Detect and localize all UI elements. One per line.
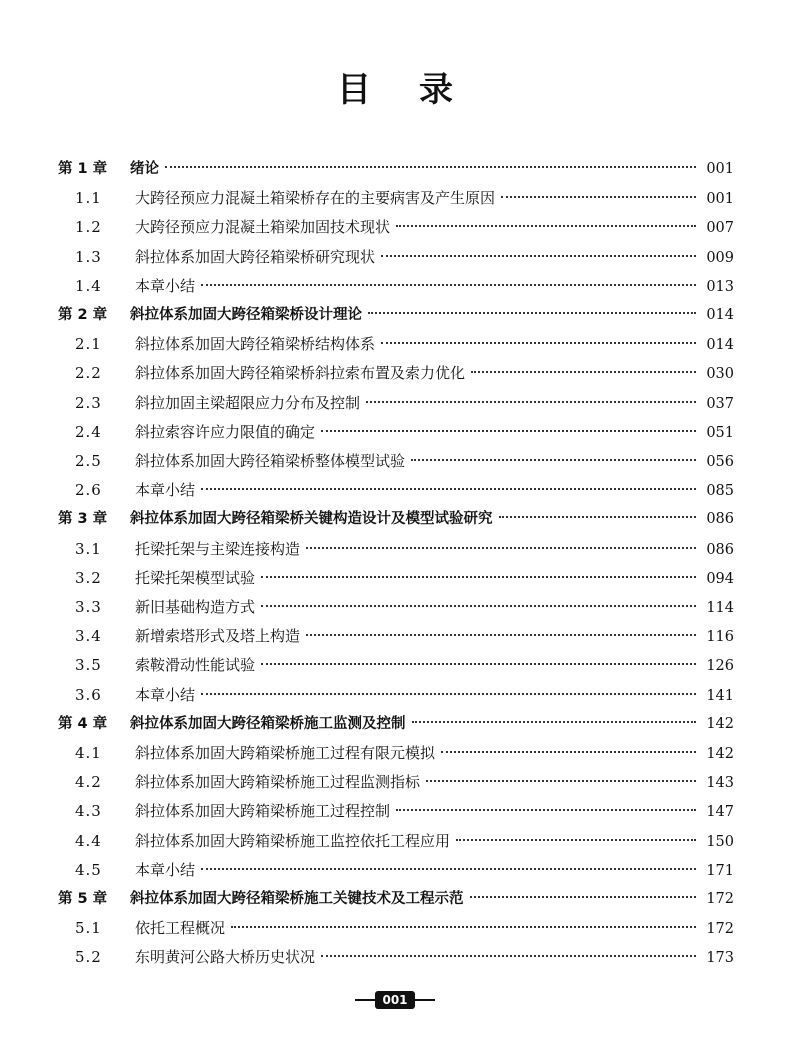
toc-chapter-row[interactable] [58, 886, 734, 912]
toc-dot-leader [261, 576, 696, 578]
toc-entry-title: 斜拉体系加固大跨径箱梁桥整体模型试验 [135, 452, 406, 470]
toc-dot-leader [381, 342, 696, 344]
toc-entry-title: 大跨径预应力混凝土箱梁桥存在的主要病害及产生原因 [135, 189, 496, 208]
toc-entry-number: 3.1 [75, 539, 102, 558]
toc-entry-title: 斜拉索容许应力限值的确定 [135, 422, 316, 441]
toc-chapter-row[interactable] [58, 506, 734, 532]
toc-dot-leader [396, 809, 696, 811]
toc-section-row[interactable] [58, 273, 734, 299]
toc-entry-page: 037 [706, 395, 734, 412]
toc-section-row[interactable] [58, 448, 734, 474]
toc-entry-number: 2.3 [75, 393, 102, 412]
toc-entry-number: 1.3 [75, 247, 102, 266]
toc-section-row[interactable] [58, 857, 734, 883]
toc-dot-leader [201, 868, 696, 870]
toc-dot-leader [411, 459, 696, 461]
footer-page-number: 001 [375, 991, 414, 1009]
toc-entry-number: 3.2 [75, 568, 102, 587]
toc-entry-page: 086 [706, 541, 734, 558]
toc-section-row[interactable] [58, 682, 734, 708]
toc-entry-number: 2.6 [75, 481, 102, 500]
toc-chapter-row[interactable] [58, 156, 734, 182]
toc-entry-number: 1.2 [75, 218, 102, 237]
toc-entry-page: 173 [706, 950, 734, 967]
toc-section-row[interactable] [58, 419, 734, 445]
toc-dot-leader [231, 926, 696, 928]
toc-entry-title: 本章小结 [135, 685, 196, 704]
toc-entry-page: 150 [706, 833, 734, 850]
toc-dot-leader [321, 430, 696, 432]
toc-dot-leader [456, 839, 696, 841]
toc-entry-number: 3.6 [75, 685, 102, 704]
toc-entry-number: 3.4 [75, 627, 102, 646]
toc-entry-title: 本章小结 [135, 860, 196, 879]
toc-entry-title: 本章小结 [135, 481, 196, 500]
toc-entry-page: 013 [706, 278, 734, 295]
toc-entry-number: 2.2 [75, 364, 102, 383]
toc-entry-page: 143 [706, 775, 734, 792]
toc-entry-page: 085 [706, 483, 734, 500]
toc-entry-title: 斜拉体系加固大跨径箱梁桥研究现状 [135, 247, 376, 266]
toc-section-row[interactable] [58, 944, 734, 970]
toc-entry-number: 第 2 章 [58, 307, 108, 323]
toc-dot-leader [306, 634, 696, 636]
toc-entry-page: 172 [706, 891, 734, 907]
toc-section-row[interactable] [58, 915, 734, 941]
toc-section-row[interactable] [58, 565, 734, 591]
toc-entry-title: 斜拉体系加固大跨径箱梁桥结构体系 [135, 335, 376, 354]
toc-dot-leader [366, 401, 696, 403]
toc-section-row[interactable] [58, 360, 734, 386]
toc-dot-leader [396, 225, 696, 227]
toc-entry-title: 斜拉体系加固大跨箱梁桥施工过程监测指标 [135, 773, 421, 792]
footer-rule-right [415, 999, 435, 1001]
toc-entry-page: 014 [706, 337, 734, 354]
toc-entry-page: 056 [706, 454, 734, 470]
toc-entry-page: 014 [706, 307, 734, 323]
toc-entry-page: 142 [706, 746, 734, 762]
page-footer [0, 990, 790, 1010]
toc-entry-title: 索鞍滑动性能试验 [135, 656, 256, 675]
toc-entry-page: 147 [706, 804, 734, 821]
toc-entry-title: 斜拉体系加固大跨箱梁桥施工监控依托工程应用 [135, 831, 451, 850]
toc-chapter-row[interactable] [58, 302, 734, 328]
toc-section-row[interactable] [58, 244, 734, 270]
toc-dot-leader [165, 166, 696, 168]
toc-entry-page: 009 [706, 249, 734, 266]
toc-section-row[interactable] [58, 740, 734, 766]
toc-entry-page: 172 [706, 921, 734, 938]
toc-dot-leader [201, 693, 696, 695]
toc-entry-page: 001 [706, 161, 734, 177]
toc-entry-title: 大跨径预应力混凝土箱梁加固技术现状 [135, 218, 391, 237]
toc-dot-leader [471, 371, 696, 373]
toc-entry-page: 007 [706, 220, 734, 237]
toc-entry-title: 本章小结 [135, 276, 196, 295]
toc-dot-leader [306, 547, 696, 549]
toc-entry-title: 新旧基础构造方式 [135, 598, 256, 616]
toc-entry-title: 斜拉体系加固大跨箱梁桥施工过程控制 [135, 802, 391, 821]
toc-entry-page: 114 [706, 600, 734, 616]
toc-entry-page: 086 [706, 511, 734, 528]
toc-entry-page: 001 [706, 191, 734, 208]
toc-section-row[interactable] [58, 477, 734, 503]
toc-entry-page: 116 [706, 629, 734, 646]
toc-entry-number: 4.2 [75, 773, 102, 792]
toc-section-row[interactable] [58, 331, 734, 357]
toc-entry-number: 2.1 [75, 335, 102, 354]
toc-entry-title: 东明黄河公路大桥历史状况 [135, 948, 316, 967]
toc-dot-leader [441, 751, 696, 753]
toc-dot-leader [470, 896, 697, 898]
toc-entry-number: 1.4 [75, 276, 102, 295]
toc-section-row[interactable] [58, 390, 734, 416]
toc-dot-leader [501, 196, 696, 198]
toc-entry-page: 126 [706, 658, 734, 675]
toc-entry-title: 斜拉体系加固大跨径箱梁桥施工关键技术及工程示范 [130, 891, 464, 907]
toc-section-row[interactable] [58, 798, 734, 824]
toc-entry-number: 3.5 [75, 656, 102, 675]
toc-entry-number: 第 4 章 [58, 715, 108, 732]
toc-section-row[interactable] [58, 769, 734, 795]
toc-entry-page: 171 [706, 862, 734, 879]
toc-dot-leader [321, 955, 696, 957]
toc-dot-leader [499, 516, 697, 518]
toc-entry-page: 030 [706, 366, 734, 383]
toc-entry-title: 斜拉体系加固大跨箱梁桥施工过程有限元模拟 [135, 744, 436, 762]
toc-entry-number: 5.2 [75, 948, 102, 967]
toc-entry-title: 托梁托架模型试验 [135, 568, 256, 587]
toc-entry-title: 斜拉体系加固大跨径箱梁桥设计理论 [130, 307, 362, 323]
toc-dot-leader [426, 780, 696, 782]
toc-entry-number: 5.1 [75, 919, 102, 938]
toc-dot-leader [201, 284, 696, 286]
toc-entry-number: 1.1 [75, 189, 102, 208]
toc-section-row[interactable] [58, 214, 734, 240]
toc-dot-leader [261, 605, 696, 607]
toc-dot-leader [261, 663, 696, 665]
toc-section-row[interactable] [58, 623, 734, 649]
toc-dot-leader [381, 255, 696, 257]
toc-entry-title: 斜拉体系加固大跨径箱梁桥施工监测及控制 [130, 715, 406, 732]
toc-section-row[interactable] [58, 536, 734, 562]
toc-entry-page: 142 [706, 715, 734, 732]
toc-entry-number: 第 1 章 [58, 161, 108, 177]
toc-entry-number: 第 5 章 [58, 891, 108, 907]
toc-chapter-row[interactable] [58, 711, 734, 737]
toc-section-row[interactable] [58, 594, 734, 620]
toc-entry-title: 依托工程概况 [135, 919, 226, 938]
toc-entry-title: 斜拉加固主梁超限应力分布及控制 [135, 393, 361, 412]
toc-section-row[interactable] [58, 828, 734, 854]
toc-entry-page: 051 [706, 424, 734, 441]
page-title: 目录 [337, 70, 501, 110]
toc-entry-number: 4.4 [75, 831, 102, 850]
toc-entry-number: 4.3 [75, 802, 102, 821]
toc-entry-title: 斜拉体系加固大跨径箱梁桥关键构造设计及模型试验研究 [130, 511, 493, 528]
toc-entry-page: 141 [706, 687, 734, 704]
toc-entry-title: 新增索塔形式及塔上构造 [135, 627, 301, 646]
toc-section-row[interactable] [58, 185, 734, 211]
toc-dot-leader [201, 488, 696, 490]
toc-entry-number: 4.5 [75, 860, 102, 879]
toc-entry-title: 绪论 [130, 161, 159, 177]
toc-entry-number: 3.3 [75, 598, 102, 616]
footer-rule-left [355, 999, 375, 1001]
toc-entry-title: 斜拉体系加固大跨径箱梁桥斜拉索布置及索力优化 [135, 364, 466, 383]
toc-section-row[interactable] [58, 652, 734, 678]
toc-entry-number: 第 3 章 [58, 511, 108, 528]
toc-dot-leader [368, 312, 696, 314]
toc-entry-page: 094 [706, 570, 734, 587]
toc-entry-number: 4.1 [75, 744, 102, 762]
toc-entry-number: 2.4 [75, 422, 102, 441]
toc-entry-number: 2.5 [75, 452, 102, 470]
toc-dot-leader [412, 721, 697, 723]
toc-entry-title: 托梁托架与主梁连接构造 [135, 539, 301, 558]
